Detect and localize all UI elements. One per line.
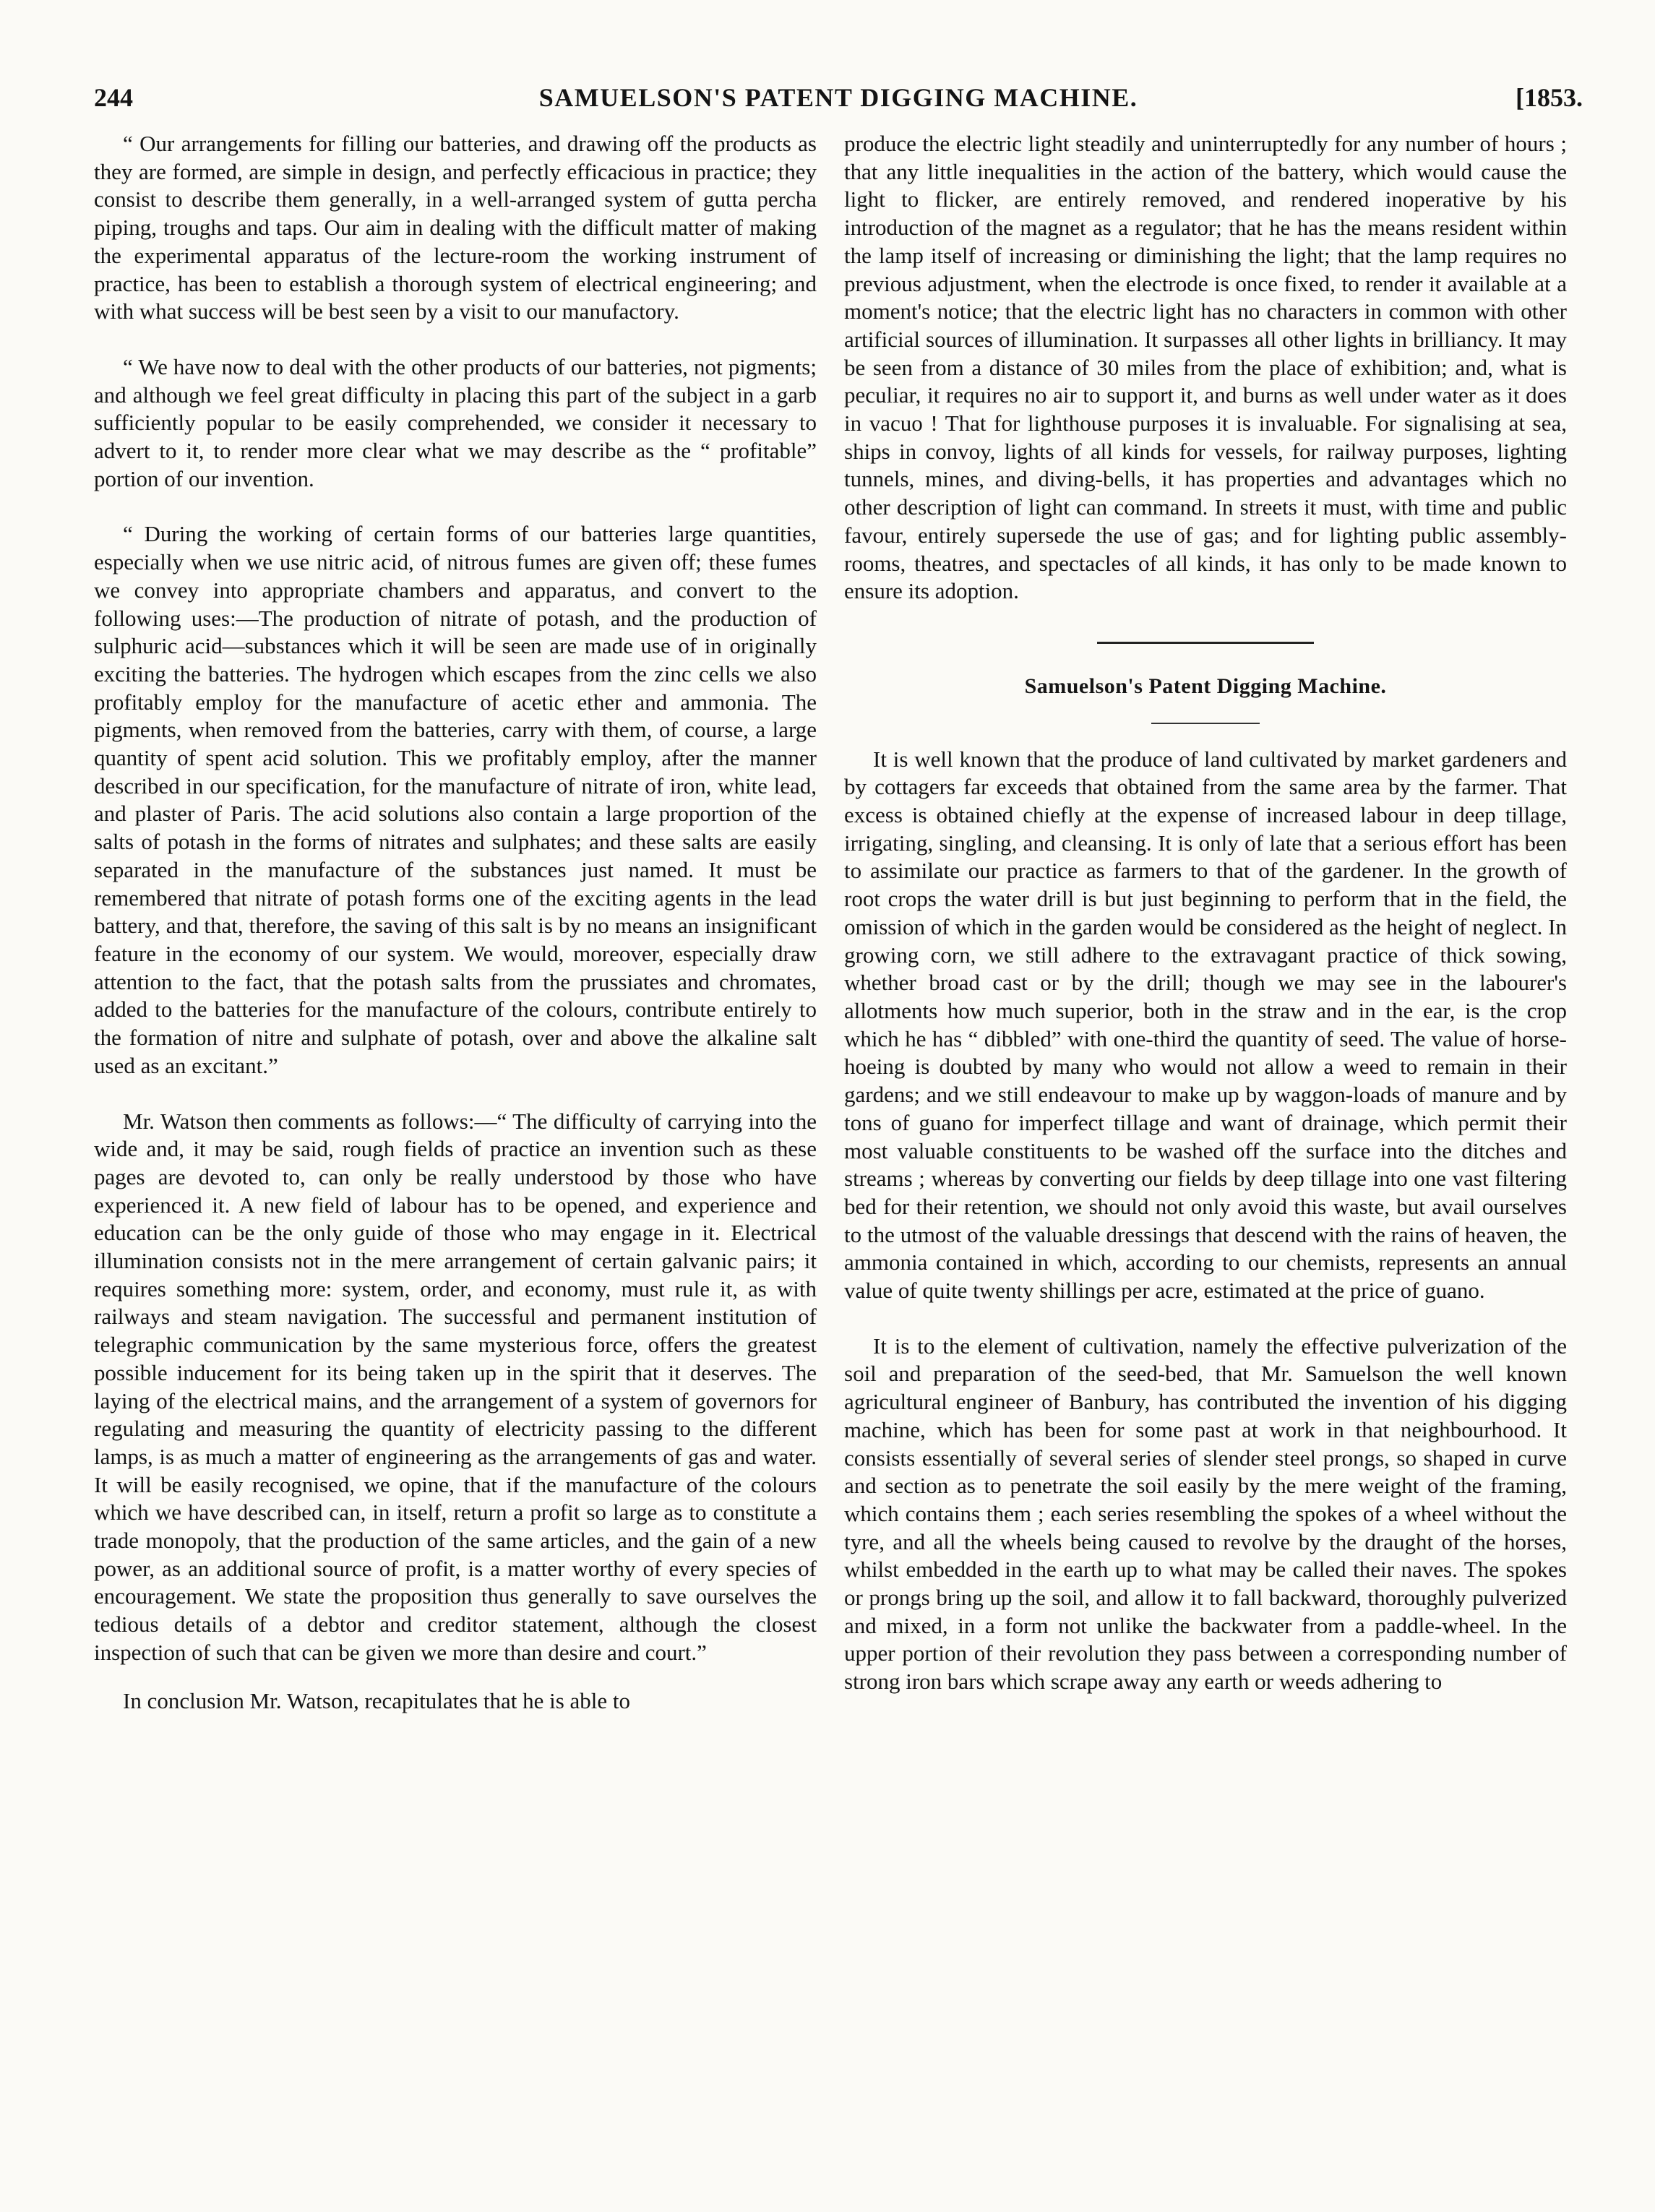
paragraph-nitrous-fumes: “ During the working of certain forms of our batteries large quantities, especially when we use nitric acid, of nitrous fumes are given off; these fumes we convey into appropriate chambers and apparatus, and convert to the following uses:—The production of nitrate of potash, and the production of sulphuric acid—substances which it will be seen are made use of in originally exciting the batteries. The hydrogen which escapes from the zinc cells we also profitably employ for the manufacture of acetic ether and ammonia. The pigments, when removed from the batteries, carry with them, of course, a large quantity of spent acid solution. This we profitably employ, after the manner described in our specification, for the manufacture of nitrate of iron, white lead, and plaster of Paris. The acid solutions also contain a large proportion of the salts of potash in the forms of nitrates and sulphates; and these salts are easily separated in the manufacture of the substances just named. It must be remembered that nitrate of potash forms one of the exciting agents in the lead battery, and that, therefore, the saving of this salt is by no means an insignificant feature in the economy of our system. We would, moreover, especially draw attention to the fact, that the potash salts from the prussiates and chromates, added to the batteries for the manufacture of the colours, contribute entirely to the formation of nitre and sulphate of potash, over and above the alkaline salt used as an excitant.” — [94, 521, 817, 1078]
paragraph-watson-comments: Mr. Watson then comments as follows:—“ The difficulty of carrying into the wide and, it may be said, rough fields of practice an invention such as these pages are devoted to, can only be really understood by those who have experienced it. A new field of labour has to be opened, and experience and education can be the only guide of those who may engage in it. Electrical illumination consists not in the mere arrangement of certain galvanic pairs; it requires something more: system, order, and economy, must rule it, as with railways and steam navigation. The successful and permanent institution of telegraphic communication by the same mysterious force, offers the greatest possible inducement for its being taken up in the spirit that it deserves. The laying of the electrical mains, and the arrangement of a system of governors for regulating and measuring the quantity of electricity passing to the different lamps, is as much a matter of engineering as the arrangements of gas and water. It will be easily recognised, we opine, that if the manufacture of the colours which we have described can, in itself, return a profit so large as to constitute a trade monopoly, that the production of the same articles, and the gain of a new power, as an additional source of profit, is a matter worthy of every species of encouragement. We state the proposition thus generally to save ourselves the tedious details of a debtor and creditor statement, although the closest inspection of such that can be given we more than desire and court.” — [94, 1108, 817, 1665]
page-header — [94, 82, 1583, 126]
paragraph-conclusion: In conclusion Mr. Watson, recapitulates that he is able to — [123, 1687, 631, 1713]
running-title: SAMUELSON'S PATENT DIGGING MACHINE. — [538, 83, 1138, 112]
page-number: 244 — [94, 83, 133, 112]
title-underline — [1151, 723, 1260, 724]
paragraph-electric-light-continuation: produce the electric light steadily and uninterruptedly for any number of hours ; that any little inequalities in the action of the battery, which would cause the light to flicker, are entirely removed, and rendered inoperative by his introduction of the magnet as a regulator; that he has the means resident within the lamp itself of increasing or diminishing the light; that the lamp requires no previous adjustment, when the electrode is once fixed, to render it available at a moment's notice; that the electric light has no characters in common with other artificial sources of illumination. It surpasses all other lights in brilliancy. It may be seen from a distance of 30 miles from the place of exhibition; and, what is peculiar, it requires no air to support it, and burns as well under water as it does in vacuo ! That for lighthouse purposes it is invaluable. For signalising at sea, ships in convoy, lights of all kinds for vessels, for railway purposes, lighting tunnels, mines, and diving-bells, it has properties and advantages which no other description of light can command. In streets it must, with time and public favour, entirely supersede the use of gas; and for lighting public assembly-rooms, theatres, and spectacles of all kinds, it has only to be made known to ensure its adoption. — [844, 131, 1567, 604]
paragraph-digging-machine: It is to the element of cultivation, namely the effective pulverization of the soil and preparation of the seed-bed, that Mr. Samuelson the well known agricultural engineer of Banbury, has contributed the invention of his digging machine, which has been for some past at work in that neighbourhood. It consists essentially of several series of slender steel prongs, so shaped in curve and section as to penetrate the soil easily by the mere weight of the framing, which contains them ; each series resembling the spokes of a wheel without the tyre, and all the wheels being caused to revolve by the draught of the horses, whilst embedded in the earth up to what may be called their naves. The spokes or prongs bring up the soil, and allow it to fall backward, thoroughly pulverized and mixed, in a form not unlike the backwater from a paddle-wheel. In the upper portion of their revolution they pass between a corresponding number of strong iron bars which scrape away any earth or weeds adhering to — [844, 1333, 1567, 1695]
year-marker: [1853. — [1516, 83, 1583, 112]
section-divider — [1097, 642, 1314, 644]
paragraph-other-products: “ We have now to deal with the other products of our batteries, not pigments; and although we feel great difficulty in placing this part of the subject in a garb sufficiently popular to be easily comprehended, we consider it necessary to advert to it, to render more clear what we may describe as the “ profitable” portion of our invention. — [94, 353, 817, 491]
paragraph-batteries-arrangements: “ Our arrangements for filling our batteries, and drawing off the products as they are formed, are simple in design, and perfectly efficacious in practice; they consist to describe them generally, in a well-arranged system of gutta percha piping, troughs and taps. Our aim in dealing with the difficult matter of making the experimental apparatus of the lecture-room the working instrument of practice, has been to establish a thorough system of electrical engineering; and with what success will be best seen by a visit to our manufactory. — [94, 131, 817, 324]
left-column — [94, 130, 817, 1715]
section-title: Samuelson's Patent Digging Machine. — [1024, 674, 1387, 698]
right-column — [844, 130, 1567, 1696]
paragraph-market-gardeners: It is well known that the produce of land cultivated by market gardeners and by cottagers far exceeds that obtained from the same area by the farmer. That excess is obtained chiefly at the expense of increased labour in deep tillage, irrigating, singling, and cleansing. It is only of late that a serious effort has been to assimilate our practice as farmers to that of the gardener. In the growth of root crops the water drill is but just beginning to perform that in the field, the omission of which in the garden would be considered as the height of neglect. In growing corn, we still adhere to the extravagant practice of thick sowing, whether broad cast or by the drill; though we may see in the labourer's allotments how much superior, both in the straw and in the ear, is the crop which he has “ dibbled” with one-third the quantity of seed. The value of horse-hoeing is doubted by many who would not allow a weed to remain in their gardens; and we still endeavour to make up by waggon-loads of manure and by tons of guano for imperfect tillage and want of drainage, which permit their most valuable constituents to be washed off the surface into the ditches and streams ; whereas by converting our fields by deep tillage into one vast filtering bed for their retention, we should not only avoid this waste, but avail ourselves to the utmost of the valuable dressings that descend with the rains of heaven, the ammonia contained in which, according to our chemists, represents an annual value of quite twenty shillings per acre, estimated at the price of guano. — [844, 746, 1567, 1304]
